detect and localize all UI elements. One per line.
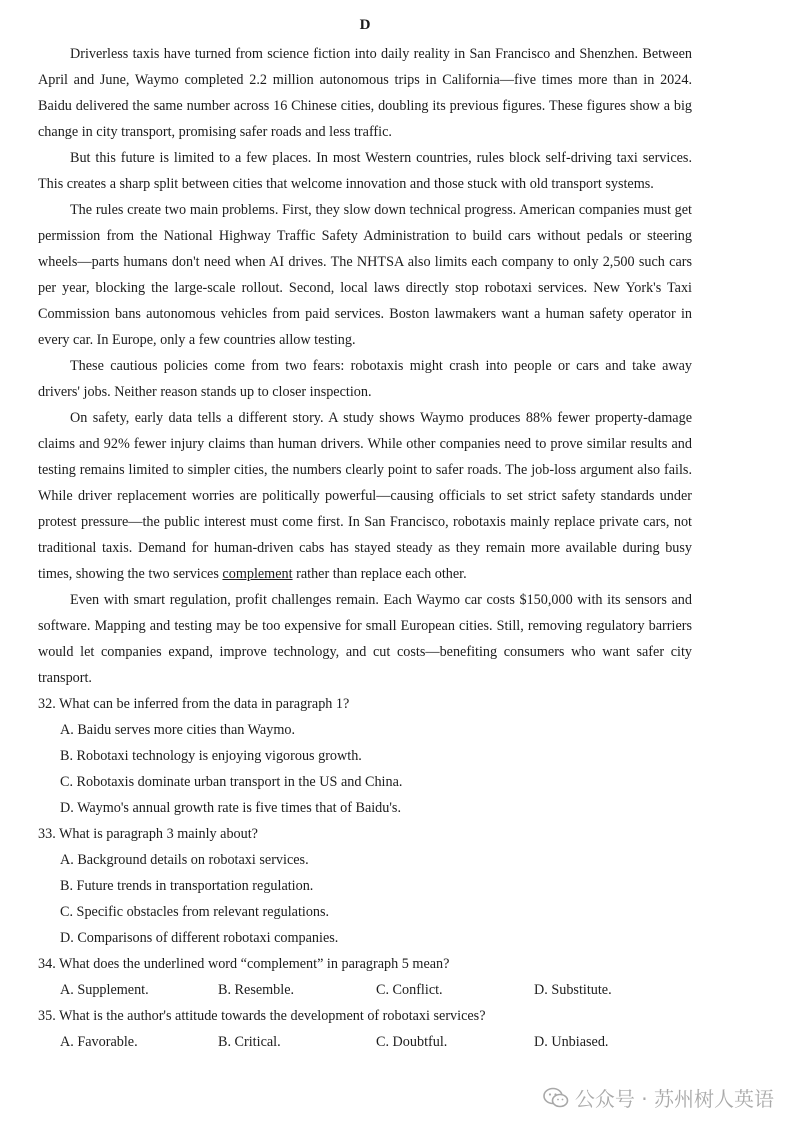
q35-option-d: D. Unbiased. <box>534 1034 609 1050</box>
paragraph-4: These cautious policies come from two fears: robotaxis might crash into people or cars and take away drivers' jobs. Neither reason stands up to closer inspection. <box>38 358 692 400</box>
q35-option-a: A. Favorable. <box>60 1034 138 1050</box>
section-letter: D <box>359 17 371 33</box>
q34-option-d: D. Substitute. <box>534 982 612 998</box>
q35-option-b: B. Critical. <box>218 1034 281 1050</box>
wechat-icon <box>543 1087 569 1109</box>
paragraph-6: Even with smart regulation, profit challenges remain. Each Waymo car costs $150,000 with its sensors and software. Mapping and testing may be too expensive for small European cities. Still, removing regulatory barriers would let companies expand, improve technology, and cut costs—benefiting consumers who want safer city transport. <box>38 592 692 686</box>
paragraph-1: Driverless taxis have turned from science fiction into daily reality in San Francisco and Shenzhen. Between April and June, Waymo completed 2.2 million autonomous trips in California—five times more than in 2024. Baidu delivered the same number across 16 Chinese cities, doubling its previous figures. These figures show a big change in city transport, promising safer roads and less traffic. <box>38 46 692 140</box>
question-35: 35. What is the author's attitude towards the development of robotaxi services? <box>38 1008 486 1024</box>
paragraph-5-after: rather than replace each other. <box>292 566 467 582</box>
paragraph-5 <box>38 405 692 587</box>
q32-option-a: A. Baidu serves more cities than Waymo. <box>60 722 296 738</box>
paragraph-2: But this future is limited to a few places. In most Western countries, rules block self-driving taxi services. This creates a sharp split between cities that welcome innovation and those stuck with old transport systems. <box>38 150 692 192</box>
q32-option-b: B. Robotaxi technology is enjoying vigorous growth. <box>60 748 362 764</box>
q32-option-d: D. Waymo's annual growth rate is five times that of Baidu's. <box>60 800 401 816</box>
q34-options <box>60 977 692 1003</box>
q32-option-c: C. Robotaxis dominate urban transport in the US and China. <box>60 774 403 790</box>
watermark <box>543 1083 774 1112</box>
underlined-word: complement <box>222 566 293 582</box>
questions <box>38 691 692 1055</box>
q33-option-b: B. Future trends in transportation regulation. <box>60 878 314 894</box>
question-34: 34. What does the underlined word “complement” in paragraph 5 mean? <box>38 956 450 972</box>
question-33: 33. What is paragraph 3 mainly about? <box>38 826 258 842</box>
exam-page <box>38 14 692 1055</box>
q33-option-a: A. Background details on robotaxi services. <box>60 852 309 868</box>
q34-option-a: A. Supplement. <box>60 982 149 998</box>
q34-option-b: B. Resemble. <box>218 982 295 998</box>
q35-options <box>60 1029 692 1055</box>
q35-option-c: C. Doubtful. <box>376 1034 448 1050</box>
q33-option-c: C. Specific obstacles from relevant regulations. <box>60 904 330 920</box>
watermark-text: 公众号 · 苏州树人英语 <box>574 1087 774 1111</box>
q34-option-c: C. Conflict. <box>376 982 443 998</box>
paragraph-5-before: On safety, early data tells a different story. A study shows Waymo produces 88% fewer property-damage claims and 92% fewer injury claims than human drivers. While other companies need to prove similar results and testing remains limited to simpler cities, the numbers clearly point to safer roads. The job-loss argument also fails. While driver replacement worries are politically powerful—causing officials to set strict safety standards under protest pressure—the public interest must come first. In San Francisco, robotaxis mainly replace private cars, not traditional taxis. Demand for human-driven cabs has stayed steady as they remain more available during busy times, showing the two services <box>38 410 692 582</box>
q33-option-d: D. Comparisons of different robotaxi companies. <box>60 930 339 946</box>
paragraph-3: The rules create two main problems. First, they slow down technical progress. American companies must get permission from the National Highway Traffic Safety Administration to build cars without pedals or steering wheels—parts humans don't need when AI drives. The NHTSA also limits each company to only 2,500 such cars per year, blocking the large-scale rollout. Second, local laws directly stop robotaxi services. New York's Taxi Commission bans autonomous vehicles from paid services. Boston lawmakers want a human safety operator in every car. In Europe, only a few countries allow testing. <box>38 202 692 348</box>
question-32: 32. What can be inferred from the data in paragraph 1? <box>38 696 350 712</box>
